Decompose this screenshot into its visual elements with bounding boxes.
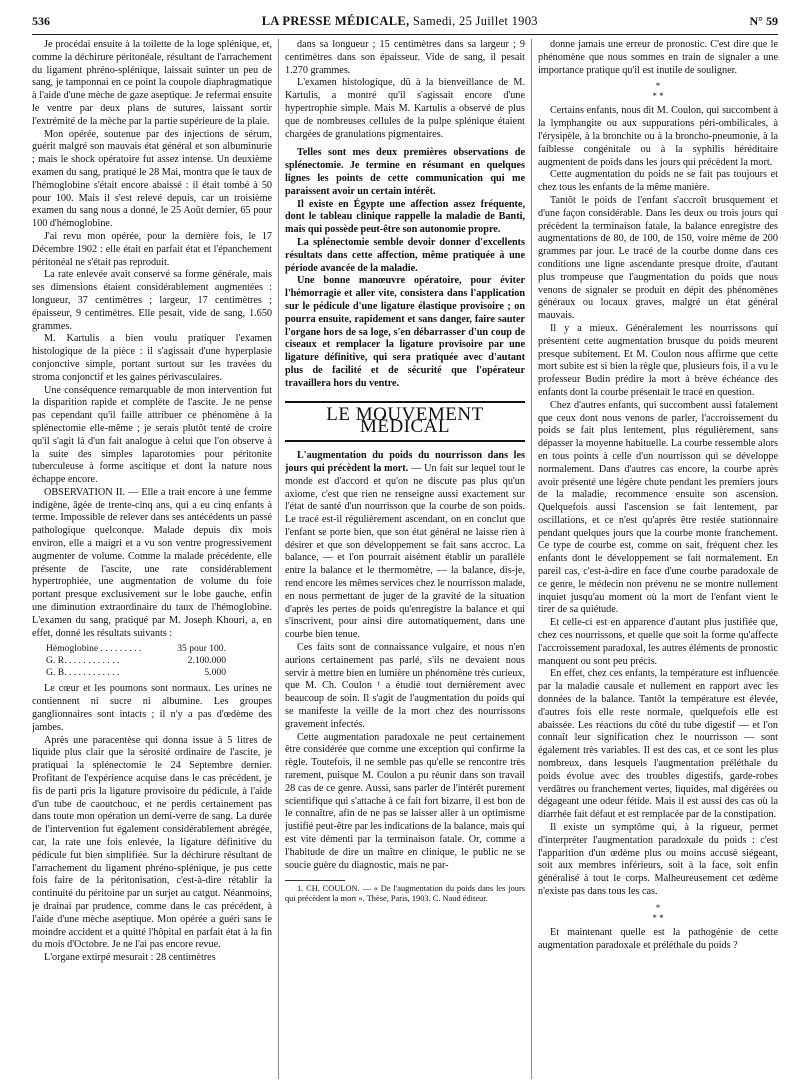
table-value: 5.000 (204, 667, 226, 679)
paragraph: Ces faits sont de connaissance vulgaire, et nous n'en aurions certainement pas parlé, s'ils ne devaient nous servir à mettre bien en lumière un phénomène très curieux, que M. Ch. Coulon ¹ a étudié tout dernièrement avec beaucoup de soin. Il s'agit de l'augmentation du poids qui se manifeste la veille de la mort chez des nourrissons gravement infectés. (284, 642, 525, 730)
page-number: 536 (32, 14, 50, 28)
paragraph: Il existe un symptôme qui, à la rigueur, permet d'interpréter l'augmentation paradoxale du poids : c'est l'apparition d'un œdème plus ou moins accusé siégeant, soit aux membres inférieurs, soit à la face, soit enfin généralisé à tout le corps. Malheureusement cet œdème n'existe pas dans tous les cas. (537, 822, 778, 897)
paragraph: Il y a mieux. Généralement les nourrissons qui présentent cette augmentation brusque du poids meurent presque subitement. Et M. Coulon nous affirme que cette mort subite est si bien la règle que, plusieurs fois, il a vu le professeur Budin prédire la mort à brève échéance des enfants dont la courbe présentait le tracé en question. (537, 322, 778, 398)
table-value: 2.100.000 (187, 655, 226, 667)
table-row (46, 667, 272, 679)
issue-date: Samedi, 25 Juillet 1903 (412, 14, 538, 28)
paragraph-emphasis: Telles sont mes deux premières observations de splénectomie. Je termine en résumant en quelques lignes les points de cette communication qui me paraissent avoir un certain intérêt. (284, 147, 525, 197)
journal-name: LA PRESSE MÉDICALE, (261, 14, 410, 28)
issue-number: N° 59 (749, 14, 778, 28)
paragraph: L'examen histologique, dû à la bienveillance de M. Kartulis, a montré qu'il s'agissait encore d'une hypertrophie simple. Mais M. Kartulis a observé de plus que de nombreuses cellules de la pulpe splénique étaient chargées de granulations pigmentaires. (284, 77, 525, 140)
paragraph: Mon opérée, soutenue par des injections de sérum, guérit malgré son mauvais état général et son albuminurie ; mais le shock opératoire fut assez intense. Un deuxième examen du sang, pratiqué le 28 Mai, montra que le taux de l'hémoglobine s'était encore abaissé : il était tombé à 50 pour 100. Mais il s'est relevé depuis, car un troisième examen du sang nous a donné, le 25 Août dernier, 65 pour 100 d'hémoglobine. (32, 128, 273, 230)
paragraph: OBSERVATION II. — Elle a trait encore à une femme indigène, âgée de trente-cinq ans, qui a eu cinq enfants à terme. Impossible de relever dans ses antécédents un passé pathologique quelconque. Malade depuis dix mois environ, elle a maigri et a vu son ventre progressivement augmenter de volume. Comme la malade précédente, elle présente de l'ascite, une rate considérablement hypertrophiée, une augmentation de volume du foie portant presque exclusivement sur le lobe gauche, enfin une diminution extraordinaire du taux de l'hémoglobine. L'examen du sang, pratiqué par M. Joseph Khouri, a, en effet, donné les résultats suivants : (32, 486, 273, 639)
journal-title (262, 14, 538, 29)
paragraph: La rate enlevée avait conservé sa forme générale, mais ses dimensions étaient considérablement augmentées : longueur, 37 centimètres ; largeur, 17 centimètres ; épaisseur, 9 centimètres. Elle pesait, vide de sang, 1.650 grammes. (32, 269, 273, 332)
column-3 (538, 39, 778, 1079)
article-lead (285, 450, 525, 642)
paragraph: Et maintenant quelle est la pathogénie de cette augmentation paradoxale et préléthale du poids ? (537, 926, 778, 951)
paragraph: Je procédai ensuite à la toilette de la loge splénique, et, comme la déchirure péritonéale, résultant de l'arrachement du ligament phréno-splénique, laissait suinter un peu de sang, je tamponnai en ce point la coupole diaphragmatique à l'aide d'une mèche de gaze aseptique. Je refermai ensuite le ventre par deux plans de sutures, laissant sortir l'extrémité de la mèche par la partie supérieure de la plaie. (32, 39, 273, 127)
paragraph: Tantôt le poids de l'enfant s'accroît brusquement et d'une façon considérable. Dans les deux ou trois jours qui précèdent la terminaison fatale, la balance enregistre des augmentations de 80, de 100, de 150, voire même de 200 grammes par jour. Le tracé de la courbe donne dans ces conditions une ligne ascendante presque droite, d'autant plus trompeuse que l'augmentation du poids que nous venons de signaler se produit en dépit des phénomènes généraux ou locaux graves, malgré un état général mauvais. (537, 194, 778, 322)
paragraph: Après une paracentèse qui donna issue à 5 litres de liquide plus clair que la sérosité ordinaire de l'ascite, je pratiquai la splénectomie le 24 Septembre dernier. Profitant de l'expérience acquise dans le cas précédent, je fis de parti pris la ligature provisoire du pédicule, à l'aide d'un tube de caoutchouc, et ne perdis certainement pas dans toute mon opération un demi-verre de sang. La durée de l'intervention fut également considérablement abrégée, car, la rate une fois enlevée, la ligature définitive du pédicule fut bien simplifiée. Sur la déchirure résultant de l'arrachement du ligament phréno-splénique, je pus cette fois faire de la péritonisation, c'est-à-dire rétablir la continuité du péritoine par un surjet au catgut. Néanmoins, je drainai par prudence, comme dans le cas précédent, à l'aide d'une mèche aseptique. Mon opérée a guéri sans le moindre accident et a quitté l'hôpital en parfait état à la fin du mois d'Octobre. Je ne l'ai pas encore revue. (32, 734, 273, 951)
paragraph: Cette augmentation du poids ne se fait pas toujours et chez tous les enfants de la même manière. (537, 169, 778, 194)
paragraph: donne jamais une erreur de pronostic. C'est dire que le phénomène que nous sommes en train de signaler a une importance pratique qu'il est inutile de souligner. (537, 39, 778, 76)
section-heading: LE MOUVEMENT MÉDICAL (285, 401, 525, 443)
paragraph: Le cœur et les poumons sont normaux. Les urines ne contiennent ni sucre ni albumine. Les groupes ganglionnaires sont intacts ; il n'y a pas d'œdème des jambes. (32, 683, 273, 733)
article-title: L'augmentation du poids du nourrisson dans les jours qui précèdent la mort. (284, 450, 525, 474)
paragraph: M. Kartulis a bien voulu pratiquer l'examen histologique de la pièce : il s'agissait d'une hyperplasie conjonctive simple, portant surtout sur les travées du stroma conjonctif et les gaines périvasculaires. (32, 333, 273, 383)
table-row (46, 643, 272, 655)
column-1 (32, 39, 272, 1079)
paragraph: dans sa longueur ; 15 centimètres dans sa largeur ; 9 centimètres dans son épaisseur. Vide de sang, il pesait 1.270 grammes. (284, 39, 525, 76)
footnote-rule (285, 880, 345, 881)
asterism-divider: * * * (652, 902, 664, 923)
table-value: 35 pour 100. (177, 643, 226, 655)
paragraph: Et celle-ci est en apparence d'autant plus justifiée que, chez ces nourrissons, et quelle que soit la forme qu'affecte l'accroissement paradoxal, les autres éléments de pronostic manquent ou sont peu précis. (537, 617, 778, 667)
paragraph-emphasis: Une bonne manœuvre opératoire, pour éviter l'hémorragie et aller vite, consistera dans l'application sur le pédicule d'une ligature élastique provisoire ; on pourra ensuite, rapidement et sans danger, faire sauter l'organe hors de sa loge, s'en débarrasser d'un coup de ciseaux et remplacer la ligature provisoire par une ligature définitive, qui sera pratiquée avec d'autant plus de facilité et de sécurité que l'opérateur travaillera hors du ventre. (284, 275, 525, 389)
table-label: Hémoglobine . . . . . . . . . (46, 643, 142, 655)
paragraph-emphasis: Il existe en Égypte une affection assez fréquente, dont le tableau clinique rappelle la maladie de Banti, mais qui possède peut-être son autonomie propre. (284, 198, 525, 236)
paragraph: Cette augmentation paradoxale ne peut certainement être considérée que comme une exception qui confirme la règle. Toutefois, il ne semble pas qu'elle se rencontre très rarement, puisque M. Coulon a pu réunir dans son travail 28 cas de ce genre. Aussi, sans parler de l'intérêt purement scientifique qui s'attache à ce fait fort bizarre, il est bon de le connaître, afin de ne pas se laisser aller à un optimisme justifié peut-être par les indications de la balance, mais qui est vite démenti par la terminaison fatale. Or, comme a l'habitude de dire un maître en clinique, le public ne se soucie guère du diagnostic, mais ne par- (284, 731, 525, 871)
columns (32, 39, 778, 1079)
paragraph: Chez d'autres enfants, qui succombent aussi fatalement que ceux dont nous venons de parler, l'accroissement du poids se fait plus lentement, plus régulièrement, sans dépasser la moyenne habituelle. La courbe ressemble alors en tous points à celle d'un nourrisson qui se développe normalement. Dans d'autres cas encore, la courbe après avoir présenté une légère chute pendant les premiers jours de la maladie, recommence ensuite son ascension. Quelquefois aussi l'ascension se fait lentement, par oscillations, et ce n'est qu'après être restée stationnaire pendant quelques jours que la courbe monte franchement. Ce type de courbe est, comme on sait, fréquent chez les enfants dont le développement se fait normalement. En pareil cas, c'est-à-dire en face d'une courbe paradoxale de ce genre, le médecin non prévenu ne se montre nullement inquiet jusqu'au moment où la mort de l'enfant vient le tirer de sa quiétude. (537, 399, 778, 616)
paragraph-emphasis: La splénectomie semble devoir donner d'excellents résultats dans cette affection, même pratiquée à une période avancée de la maladie. (284, 236, 525, 274)
table-label: G. R. . . . . . . . . . . . (46, 655, 120, 667)
table-row (46, 655, 272, 667)
paragraph: L'organe extirpé mesurait : 28 centimètres (44, 952, 216, 964)
column-divider (278, 39, 279, 1079)
column-2 (285, 39, 525, 1079)
article-text: — Un fait sur lequel tout le monde est d'accord et qu'on ne discute pas plus qu'un axiome, c'est que rien ne renseigne aussi exactement sur l'état de santé d'un nourrisson que la courbe de son poids. Le tracé est-il régulièrement ascendant, on en conclut que l'enfant se porte bien, que son état général ne laisse rien à désirer et que son développement se fait sans accroc. La balance, — et l'on pourrait aisément établir un parallèle entre la balance et le thermomètre, — la balance, dis-je, rend encore les mêmes services chez le nourrisson malade, en nous permettant de juger de la gravité de la situation d'après les pertes de poids qu'enregistre la balance et qui s'inscrivent, pour ainsi dire automatiquement, dans une courbe bien tenue. (284, 462, 525, 641)
paragraph: Une conséquence remarquable de mon intervention fut la disparition rapide et complète de l'ascite. Je ne pense pas cependant qu'il faille attribuer ce phénomène à la splénectomie elle-même ; je serais plutôt tenté de croire qu'il s'agit là d'un fait analogue à celui que l'on observe à la suite des simples laparotomies pour péritonite tuberculeuse à forme ascitique et dont la nature nous échappe encore. (32, 384, 273, 486)
paragraph: Certains enfants, nous dit M. Coulon, qui succombent à la lymphangite ou aux suppurations péri-ombilicales, à l'érysipèle, à la bronchite ou à la broncho-pneumonie, à la faiblesse congénitale ou à la syphilis héréditaire augmentent de poids dans les jours qui précèdent la mort. (537, 105, 778, 168)
column-divider (531, 39, 532, 1079)
footnote: 1. CH. COULON. — « De l'augmentation du poids dans les jours qui précèdent la mort ». Thèse, Paris, 1903. C. Naud éditeur. (284, 884, 525, 904)
blood-results-table (46, 643, 272, 679)
table-label: G. B. . . . . . . . . . . . (46, 667, 120, 679)
paragraph: En effet, chez ces enfants, la température est influencée par la maladie causale et nullement en rapport avec les données de la balance. Tantôt la température est élevée, d'autres fois elle reste normale, quelquefois elle est abaissée. Les réactions du côté du tube digestif — et l'on connaît leur signification chez le nourrisson — sont également très variables. Il est des cas, et ce sont les plus nombreux, dans lesquels l'augmentation préléthale du poids évolue avec des troubles digestifs, garde-robes verdâtres ou franchement vertes, liquides, mal digérées ou dégageant une odeur fétide. Mais il est aussi des cas où la diarrhée fait défaut et est remplacée par de la constipation. (537, 668, 778, 821)
page-header (32, 14, 778, 32)
asterism-divider: * * * (652, 81, 664, 102)
paragraph: J'ai revu mon opérée, pour la dernière fois, le 17 Décembre 1902 : elle était en parfait état et l'épanchement péritonéal ne s'était pas reproduit. (32, 230, 273, 268)
header-rule (32, 34, 778, 35)
